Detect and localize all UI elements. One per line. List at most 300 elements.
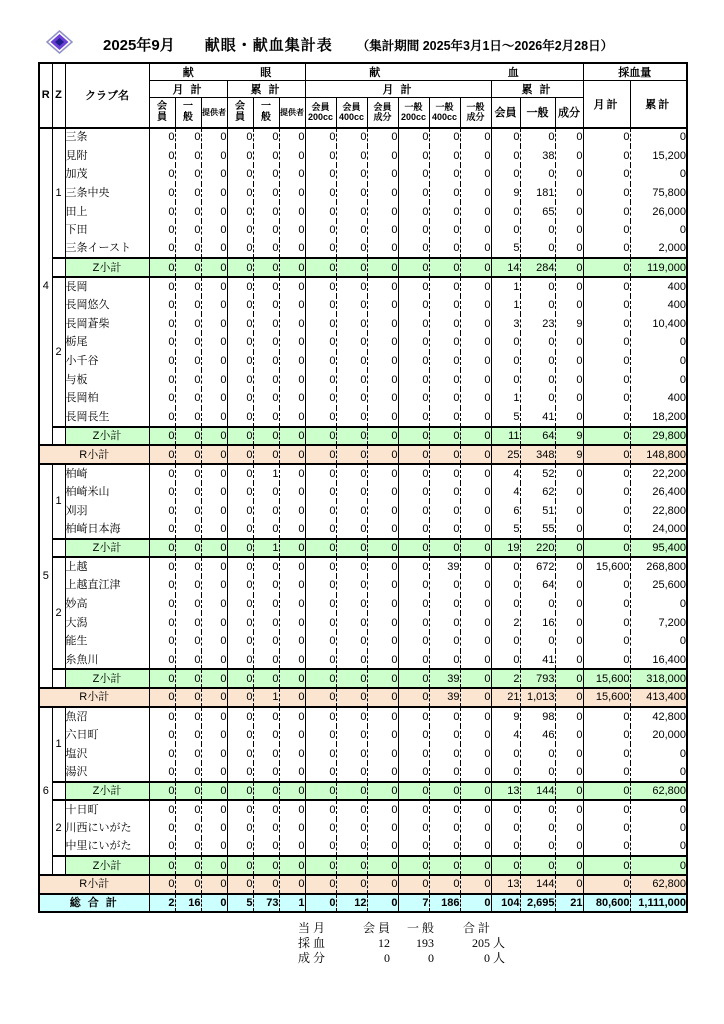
- value-cell: 220: [520, 539, 555, 558]
- value-cell: 21: [491, 688, 520, 707]
- value-cell: 0: [460, 427, 491, 446]
- value-cell: 4: [491, 726, 520, 745]
- value-cell: 0: [227, 595, 253, 614]
- value-cell: 0: [201, 184, 227, 203]
- club-name-cell: 田上: [65, 202, 149, 221]
- value-cell: 22,800: [630, 501, 687, 520]
- value-cell: 0: [583, 258, 630, 277]
- value-cell: 0: [583, 128, 630, 147]
- club-name-cell: 能生: [65, 632, 149, 651]
- club-row: [39, 146, 687, 165]
- value-cell: 0: [429, 838, 460, 857]
- header-blood-month-col: 会員 200cc: [305, 98, 336, 128]
- value-cell: 0: [398, 240, 429, 259]
- value-cell: 0: [305, 483, 336, 502]
- value-cell: 0: [460, 763, 491, 782]
- value-cell: 0: [175, 782, 201, 801]
- value-cell: 0: [429, 333, 460, 352]
- value-cell: 0: [398, 613, 429, 632]
- value-cell: 64: [520, 427, 555, 446]
- club-row: [39, 613, 687, 632]
- value-cell: 104: [491, 894, 520, 913]
- value-cell: 0: [305, 221, 336, 240]
- value-cell: 0: [555, 595, 583, 614]
- value-cell: 0: [460, 726, 491, 745]
- value-cell: 0: [305, 146, 336, 165]
- summary-row-component: [298, 951, 506, 966]
- value-cell: 0: [201, 427, 227, 446]
- value-cell: 0: [175, 501, 201, 520]
- club-row: [39, 408, 687, 427]
- value-cell: 0: [305, 165, 336, 184]
- value-cell: 0: [227, 202, 253, 221]
- value-cell: 0: [367, 501, 398, 520]
- summary-total-value: 0: [484, 951, 490, 965]
- value-cell: 0: [253, 669, 279, 688]
- value-cell: 73: [253, 894, 279, 913]
- summary-general-header: 一 般: [406, 921, 434, 935]
- value-cell: 0: [175, 613, 201, 632]
- summary-col-header: 当 月: [298, 921, 326, 935]
- header-blood-month-col: 一般 400cc: [429, 98, 460, 128]
- r-group-cell: 5: [42, 570, 49, 582]
- value-cell: 0: [175, 221, 201, 240]
- value-cell: 348: [520, 445, 555, 464]
- value-cell: 0: [149, 669, 175, 688]
- value-cell: 0: [367, 464, 398, 483]
- value-cell: 10,400: [630, 314, 687, 333]
- header-blood-month-col: 会員 成分: [367, 98, 398, 128]
- value-cell: 75,800: [630, 184, 687, 203]
- value-cell: 0: [583, 875, 630, 894]
- value-cell: 0: [149, 370, 175, 389]
- value-cell: 4: [491, 464, 520, 483]
- value-cell: 0: [149, 595, 175, 614]
- z-subtotal-row: [39, 258, 687, 277]
- value-cell: 95,400: [630, 539, 687, 558]
- value-cell: 0: [149, 333, 175, 352]
- value-cell: 0: [491, 800, 520, 819]
- club-row: [39, 501, 687, 520]
- value-cell: 14: [491, 258, 520, 277]
- value-cell: 0: [279, 613, 305, 632]
- value-cell: 0: [520, 296, 555, 315]
- value-cell: 0: [583, 202, 630, 221]
- value-cell: 0: [336, 370, 367, 389]
- r-subtotal-row: [39, 688, 687, 707]
- value-cell: 0: [583, 539, 630, 558]
- value-cell: 0: [253, 240, 279, 259]
- value-cell: 0: [253, 726, 279, 745]
- value-cell: 284: [520, 258, 555, 277]
- summary-total-value: 205: [472, 936, 490, 950]
- value-cell: 0: [253, 800, 279, 819]
- value-cell: 0: [398, 800, 429, 819]
- value-cell: 0: [305, 894, 336, 913]
- value-cell: 0: [201, 408, 227, 427]
- value-cell: 0: [336, 240, 367, 259]
- value-cell: 0: [398, 314, 429, 333]
- club-name-cell: 十日町: [65, 800, 149, 819]
- value-cell: 0: [253, 875, 279, 894]
- value-cell: 0: [398, 539, 429, 558]
- summary-row-label: 成 分: [298, 951, 326, 965]
- value-cell: 0: [305, 763, 336, 782]
- value-cell: 0: [227, 352, 253, 371]
- header-amount-cumulative: 累計: [630, 81, 687, 128]
- club-row: [39, 165, 687, 184]
- value-cell: 0: [630, 744, 687, 763]
- value-cell: 9: [491, 707, 520, 726]
- value-cell: 0: [555, 557, 583, 576]
- value-cell: 0: [398, 763, 429, 782]
- value-cell: 0: [279, 389, 305, 408]
- value-cell: 0: [336, 726, 367, 745]
- value-cell: 0: [305, 707, 336, 726]
- value-cell: 0: [367, 202, 398, 221]
- value-cell: 0: [555, 501, 583, 520]
- value-cell: 0: [149, 875, 175, 894]
- value-cell: 15,600: [583, 669, 630, 688]
- value-cell: 186: [429, 894, 460, 913]
- value-cell: 0: [367, 576, 398, 595]
- grand-total-label: 総 合 計: [39, 894, 149, 913]
- value-cell: 0: [460, 221, 491, 240]
- value-cell: 0: [227, 408, 253, 427]
- value-cell: 0: [583, 464, 630, 483]
- value-cell: 0: [227, 221, 253, 240]
- value-cell: 0: [583, 782, 630, 801]
- value-cell: 0: [175, 352, 201, 371]
- value-cell: 0: [555, 277, 583, 296]
- value-cell: 0: [429, 389, 460, 408]
- header-eye-col: 会 員: [149, 98, 175, 128]
- value-cell: 0: [491, 370, 520, 389]
- value-cell: 0: [305, 184, 336, 203]
- value-cell: 0: [149, 258, 175, 277]
- club-row: [39, 277, 687, 296]
- value-cell: 0: [555, 464, 583, 483]
- value-cell: 0: [201, 800, 227, 819]
- value-cell: 0: [253, 258, 279, 277]
- value-cell: 64: [520, 576, 555, 595]
- value-cell: 55: [520, 520, 555, 539]
- value-cell: 9: [555, 445, 583, 464]
- value-cell: 0: [227, 576, 253, 595]
- value-cell: 0: [367, 370, 398, 389]
- header-blood-cum-col: 会員: [491, 98, 520, 128]
- value-cell: 0: [583, 576, 630, 595]
- value-cell: 0: [398, 128, 429, 147]
- value-cell: 0: [398, 483, 429, 502]
- value-cell: 16,400: [630, 651, 687, 670]
- value-cell: 1: [279, 894, 305, 913]
- value-cell: 41: [520, 408, 555, 427]
- value-cell: 0: [227, 688, 253, 707]
- value-cell: 0: [253, 707, 279, 726]
- value-cell: 413,400: [630, 688, 687, 707]
- value-cell: 0: [398, 688, 429, 707]
- value-cell: 0: [227, 744, 253, 763]
- value-cell: 0: [460, 277, 491, 296]
- value-cell: 0: [555, 800, 583, 819]
- value-cell: 0: [227, 782, 253, 801]
- value-cell: 0: [253, 838, 279, 857]
- value-cell: 0: [175, 651, 201, 670]
- value-cell: 41: [520, 651, 555, 670]
- value-cell: 0: [429, 651, 460, 670]
- z-subtotal-row: [39, 539, 687, 558]
- value-cell: 0: [149, 483, 175, 502]
- value-cell: 0: [583, 520, 630, 539]
- value-cell: 0: [583, 595, 630, 614]
- value-cell: 0: [460, 483, 491, 502]
- value-cell: 0: [149, 707, 175, 726]
- value-cell: 0: [429, 744, 460, 763]
- value-cell: 0: [336, 258, 367, 277]
- value-cell: 0: [279, 557, 305, 576]
- value-cell: 0: [305, 632, 336, 651]
- value-cell: 0: [460, 539, 491, 558]
- value-cell: 26,000: [630, 202, 687, 221]
- value-cell: 0: [429, 445, 460, 464]
- value-cell: 0: [555, 875, 583, 894]
- value-cell: 0: [460, 707, 491, 726]
- value-cell: 0: [398, 632, 429, 651]
- value-cell: 0: [336, 539, 367, 558]
- value-cell: 0: [149, 445, 175, 464]
- value-cell: 0: [520, 333, 555, 352]
- value-cell: 0: [583, 632, 630, 651]
- value-cell: 0: [279, 726, 305, 745]
- header-blood-monthly: 月 計: [305, 81, 491, 98]
- value-cell: 2: [491, 669, 520, 688]
- value-cell: 0: [201, 277, 227, 296]
- value-cell: 0: [583, 445, 630, 464]
- club-name-cell: 六日町: [65, 726, 149, 745]
- value-cell: 0: [227, 726, 253, 745]
- value-cell: 0: [175, 277, 201, 296]
- value-cell: 0: [491, 333, 520, 352]
- value-cell: 0: [336, 184, 367, 203]
- value-cell: 0: [279, 800, 305, 819]
- value-cell: 0: [175, 595, 201, 614]
- value-cell: 0: [227, 464, 253, 483]
- value-cell: 0: [555, 763, 583, 782]
- value-cell: 0: [279, 370, 305, 389]
- value-cell: 0: [279, 782, 305, 801]
- value-cell: 0: [460, 501, 491, 520]
- value-cell: 0: [520, 595, 555, 614]
- value-cell: 0: [336, 314, 367, 333]
- value-cell: 0: [279, 838, 305, 857]
- value-cell: 0: [149, 819, 175, 838]
- value-cell: 0: [491, 632, 520, 651]
- value-cell: 0: [227, 800, 253, 819]
- club-row: [39, 483, 687, 502]
- value-cell: 0: [149, 632, 175, 651]
- value-cell: 0: [398, 595, 429, 614]
- value-cell: 0: [367, 651, 398, 670]
- z-subtotal-row: [39, 669, 687, 688]
- club-name-cell: 大潟: [65, 613, 149, 632]
- value-cell: 0: [520, 744, 555, 763]
- value-cell: 0: [583, 240, 630, 259]
- value-cell: 0: [583, 296, 630, 315]
- value-cell: 0: [460, 838, 491, 857]
- value-cell: 0: [253, 445, 279, 464]
- value-cell: 0: [175, 800, 201, 819]
- value-cell: 0: [555, 128, 583, 147]
- club-name-cell: 長岡柏: [65, 389, 149, 408]
- value-cell: 0: [305, 875, 336, 894]
- value-cell: 0: [460, 520, 491, 539]
- value-cell: 0: [429, 501, 460, 520]
- value-cell: 0: [253, 296, 279, 315]
- value-cell: 0: [279, 464, 305, 483]
- value-cell: 0: [201, 632, 227, 651]
- value-cell: 25: [491, 445, 520, 464]
- value-cell: 0: [201, 240, 227, 259]
- value-cell: 0: [398, 501, 429, 520]
- value-cell: 0: [227, 669, 253, 688]
- value-cell: 0: [583, 277, 630, 296]
- value-cell: 0: [583, 314, 630, 333]
- value-cell: 0: [367, 427, 398, 446]
- value-cell: 0: [253, 221, 279, 240]
- value-cell: 0: [555, 221, 583, 240]
- value-cell: 0: [149, 782, 175, 801]
- value-cell: 0: [175, 744, 201, 763]
- summary-member-value: 12: [378, 936, 390, 950]
- value-cell: 0: [201, 333, 227, 352]
- header-blood-month-col: 一般 200cc: [398, 98, 429, 128]
- club-name-cell: 栃尾: [65, 333, 149, 352]
- value-cell: 0: [429, 800, 460, 819]
- club-name-cell: 塩沢: [65, 744, 149, 763]
- value-cell: 0: [227, 557, 253, 576]
- value-cell: 0: [227, 819, 253, 838]
- value-cell: 24,000: [630, 520, 687, 539]
- value-cell: 0: [398, 707, 429, 726]
- value-cell: 0: [583, 165, 630, 184]
- summary-table: [38, 62, 688, 913]
- value-cell: 0: [305, 501, 336, 520]
- value-cell: 0: [201, 875, 227, 894]
- header-eye-monthly: 月 計: [149, 81, 227, 98]
- club-name-cell: 三条中央: [65, 184, 149, 203]
- value-cell: 0: [175, 314, 201, 333]
- value-cell: 0: [201, 557, 227, 576]
- value-cell: 0: [305, 651, 336, 670]
- value-cell: 0: [149, 352, 175, 371]
- value-cell: 0: [367, 838, 398, 857]
- value-cell: 0: [398, 557, 429, 576]
- value-cell: 0: [175, 333, 201, 352]
- header-blood-cum-col: 成分: [555, 98, 583, 128]
- value-cell: 0: [520, 856, 555, 875]
- value-cell: 0: [227, 707, 253, 726]
- summary-total-header: 合 計: [462, 921, 490, 935]
- value-cell: 0: [201, 894, 227, 913]
- value-cell: 0: [305, 314, 336, 333]
- value-cell: 20,000: [630, 726, 687, 745]
- value-cell: 0: [149, 726, 175, 745]
- value-cell: 0: [429, 875, 460, 894]
- value-cell: 0: [460, 389, 491, 408]
- value-cell: 0: [175, 128, 201, 147]
- value-cell: 0: [398, 333, 429, 352]
- value-cell: 0: [279, 240, 305, 259]
- value-cell: 16: [175, 894, 201, 913]
- value-cell: 39: [429, 557, 460, 576]
- value-cell: 21: [555, 894, 583, 913]
- header-blood-cumulative: 累 計: [491, 81, 583, 98]
- value-cell: 0: [520, 128, 555, 147]
- value-cell: 0: [279, 595, 305, 614]
- value-cell: 62: [520, 483, 555, 502]
- value-cell: 0: [336, 576, 367, 595]
- value-cell: 39: [429, 669, 460, 688]
- value-cell: 0: [279, 875, 305, 894]
- page-title: 献眼・献血集計表: [204, 37, 333, 54]
- value-cell: 0: [398, 838, 429, 857]
- value-cell: 0: [149, 240, 175, 259]
- value-cell: 0: [253, 427, 279, 446]
- value-cell: 0: [201, 726, 227, 745]
- value-cell: 0: [367, 539, 398, 558]
- value-cell: 1: [253, 688, 279, 707]
- value-cell: 0: [398, 146, 429, 165]
- value-cell: 0: [175, 669, 201, 688]
- value-cell: 0: [279, 352, 305, 371]
- value-cell: 0: [227, 856, 253, 875]
- value-cell: 0: [491, 744, 520, 763]
- value-cell: 5: [491, 408, 520, 427]
- value-cell: 1: [491, 296, 520, 315]
- club-name-cell: 与板: [65, 370, 149, 389]
- value-cell: 0: [253, 632, 279, 651]
- value-cell: 0: [367, 408, 398, 427]
- value-cell: 0: [279, 184, 305, 203]
- value-cell: 0: [583, 483, 630, 502]
- summary-unit: 人: [493, 951, 506, 965]
- value-cell: 0: [175, 688, 201, 707]
- value-cell: 0: [305, 240, 336, 259]
- value-cell: 0: [460, 651, 491, 670]
- value-cell: 0: [520, 632, 555, 651]
- value-cell: 0: [149, 314, 175, 333]
- value-cell: 0: [253, 595, 279, 614]
- value-cell: 0: [367, 389, 398, 408]
- header-blood-month-col: 会員 400cc: [336, 98, 367, 128]
- value-cell: 0: [460, 875, 491, 894]
- value-cell: 0: [227, 632, 253, 651]
- value-cell: 0: [460, 184, 491, 203]
- value-cell: 9: [555, 314, 583, 333]
- value-cell: 0: [149, 296, 175, 315]
- z-empty-cell: [52, 539, 65, 558]
- value-cell: 0: [336, 146, 367, 165]
- club-row: [39, 838, 687, 857]
- value-cell: 0: [279, 408, 305, 427]
- z-subtotal-label: Z小計: [65, 669, 149, 688]
- value-cell: 0: [279, 744, 305, 763]
- value-cell: 0: [429, 539, 460, 558]
- value-cell: 0: [367, 146, 398, 165]
- value-cell: 38: [520, 146, 555, 165]
- header-eye-col: 会 員: [227, 98, 253, 128]
